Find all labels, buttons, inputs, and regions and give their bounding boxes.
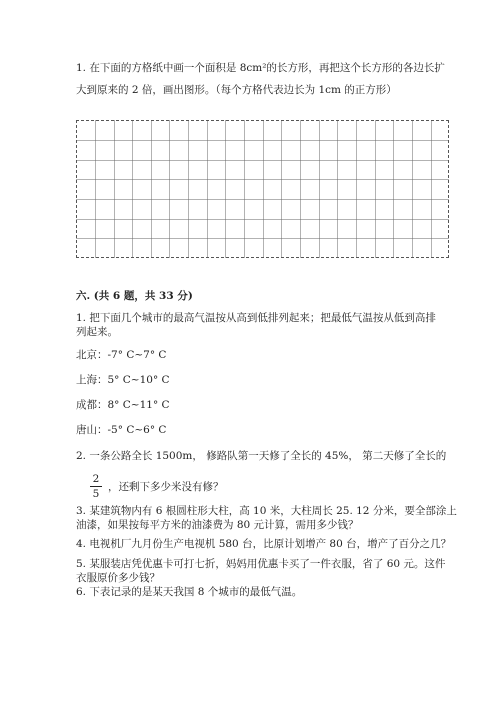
fraction-two-fifths: [90, 473, 102, 500]
city-chengdu: 成都：8° C~11° C: [76, 399, 170, 411]
s3-line-2: 油漆，如果按每平方米的油漆费为 80 元计算，需用多少钱？: [76, 519, 359, 531]
s5-line-2: 衣服原价多少钱？: [76, 572, 160, 584]
section-6-title: 六. (共 6 题，共 33 分): [76, 290, 193, 302]
city-tangshan: 唐山：-5° C~6° C: [76, 424, 167, 436]
s3-line-1: 3. 某建筑物内有 6 根圆柱形大柱，高 10 米，大柱周长 25. 12 分米，要全部涂上: [76, 505, 457, 517]
square-grid-paper: [76, 120, 449, 258]
fraction-numerator: 2: [90, 473, 102, 487]
city-shanghai: 上海：5° C~10° C: [76, 374, 170, 386]
fraction-denominator: 5: [92, 488, 100, 500]
s1-line-1: 1. 把下面几个城市的最高气温按从高到低排列起来；把最低气温按从低到高排: [76, 312, 436, 324]
city-beijing: 北京：-7° C~7° C: [76, 349, 167, 361]
s6-line-1: 6. 下表记录的是某天我国 8 个城市的最低气温。: [76, 586, 303, 598]
q1-line-2: 大到原来的 2 倍，画出图形。（每个方格代表边长为 1cm 的正方形）: [76, 84, 397, 96]
q1-line-1: 1. 在下面的方格纸中画一个面积是 8cm²的长方形，再把这个长方形的各边长扩: [76, 62, 445, 74]
s2-line-2: ，还剩下多少米没有修？: [108, 481, 224, 493]
s4-line-1: 4. 电视机厂九月份生产电视机 580 台，比原计划增产 80 台，增产了百分之几？: [76, 538, 452, 550]
s2-line-1: 2. 一条公路全长 1500m， 修路队第一天修了全长的 45%， 第二天修了全长的: [76, 450, 447, 462]
s1-line-2: 列起来。: [76, 326, 118, 338]
s5-line-1: 5. 某服装店凭优惠卡可打七折，妈妈用优惠卡买了一件衣服，省了 60 元。这件: [76, 558, 446, 570]
